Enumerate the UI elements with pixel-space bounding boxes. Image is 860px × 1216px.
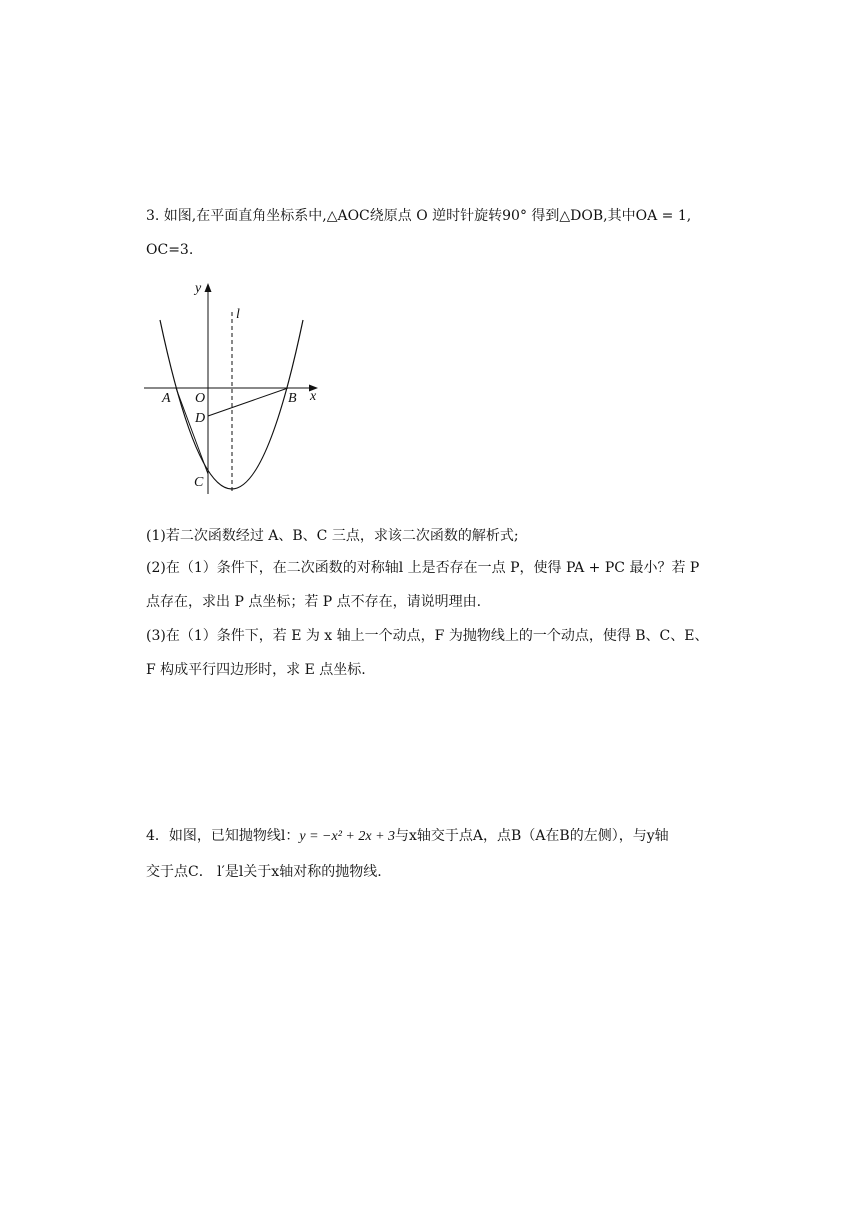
problem3-q3-line1: (3)在（1）条件下，若 E 为 x 轴上一个动点，F 为抛物线上的一个动点，使得 B、C、E、 xyxy=(146,628,709,644)
problem4-line1-suffix: 与x轴交于点A，点B（A在B的左侧），与y轴 xyxy=(395,828,669,844)
label-b: B xyxy=(288,391,297,406)
label-y: y xyxy=(195,281,202,296)
y-axis-arrow-icon xyxy=(205,283,212,292)
label-c: C xyxy=(194,475,204,490)
problem4-line1 xyxy=(146,826,669,847)
problem3-q2-line2: 点存在，求出 P 点坐标；若 P 点不存在，请说明理由. xyxy=(146,594,482,610)
label-l: l xyxy=(236,307,240,322)
label-a: A xyxy=(162,391,171,406)
label-d: D xyxy=(195,411,206,426)
label-o: O xyxy=(195,391,206,406)
problem3-intro-line1: 3. 如图,在平面直角坐标系中,△AOC绕原点 O 逆时针旋转90° 得到△DOB,其中OA = 1, xyxy=(146,208,692,224)
problem3-intro-line2: OC=3. xyxy=(146,242,194,258)
problem3-q1: (1)若二次函数经过 A、B、C 三点，求该二次函数的解析式; xyxy=(146,528,519,544)
problem4-line2: 交于点C． l′是l关于x轴对称的抛物线. xyxy=(146,864,382,880)
problem4-line1-prefix: 4．如图，已知抛物线l： xyxy=(146,828,300,844)
label-x: x xyxy=(310,389,317,404)
parabola-figure xyxy=(140,278,330,498)
problem3-q3-line2: F 构成平行四边形时，求 E 点坐标. xyxy=(146,662,366,678)
segment-db xyxy=(208,388,288,416)
problem4-equation: y = −x² + 2x + 3 xyxy=(299,829,396,844)
problem3-q2-line1: (2)在（1）条件下，在二次函数的对称轴l 上是否存在一点 P，使得 PA + PC 最小？若 P xyxy=(146,560,700,576)
